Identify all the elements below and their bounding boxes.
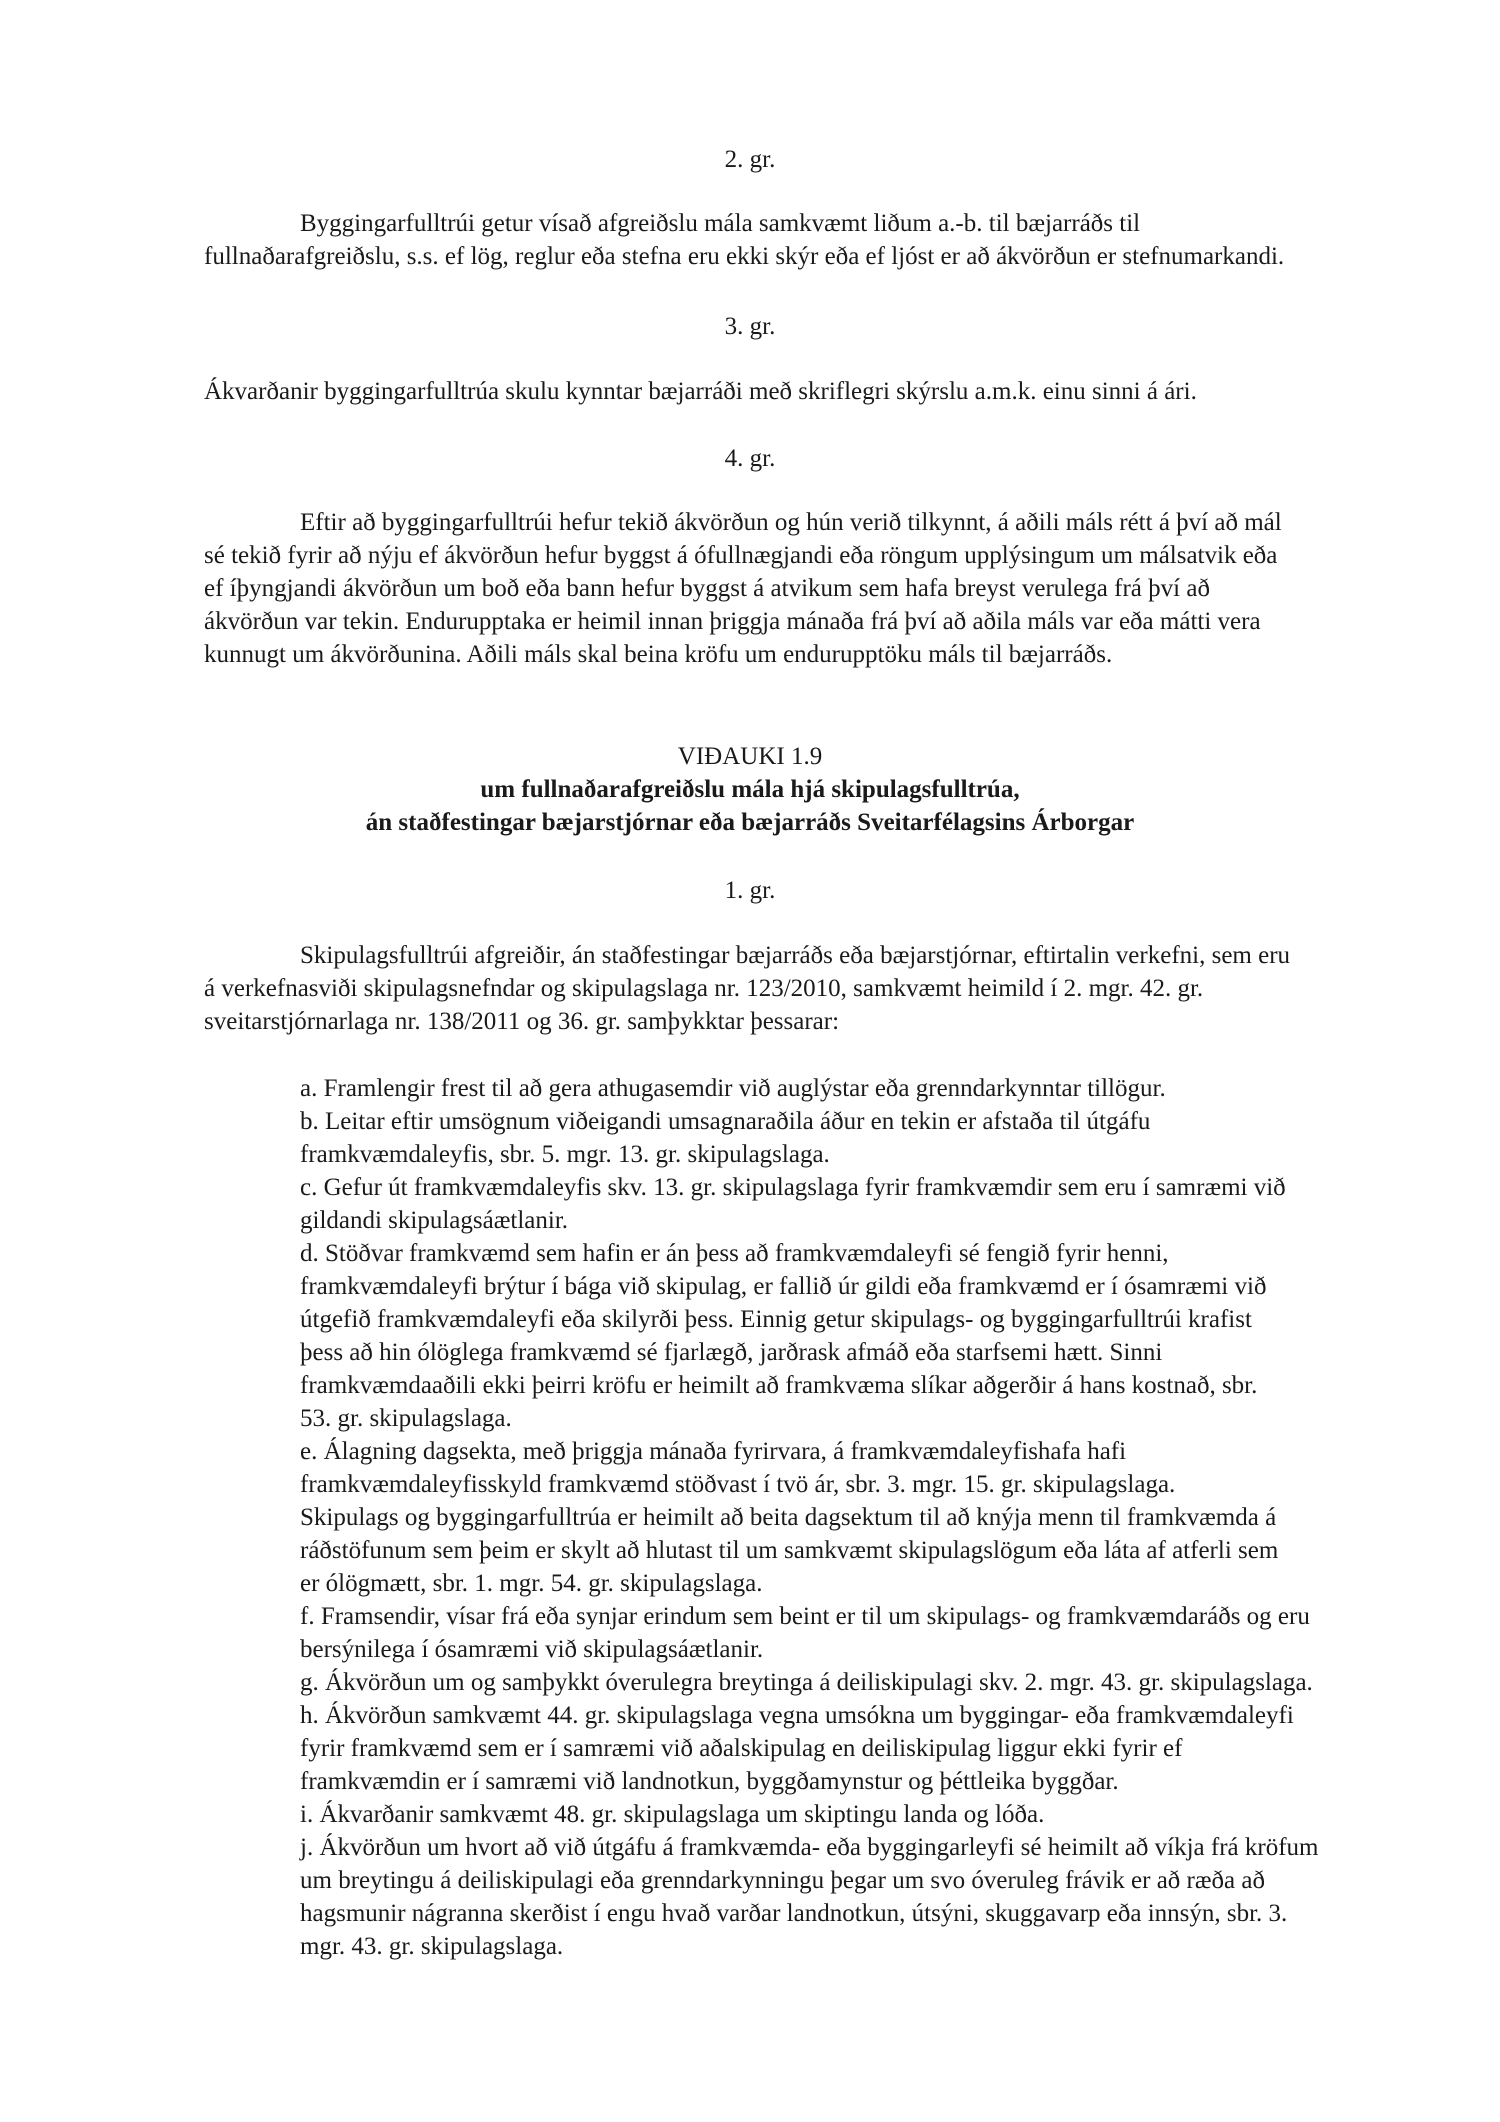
list-item-line: gildandi skipulagsáætlanir. [300, 1207, 569, 1234]
list-item-line: a. Framlengir frest til að gera athugasemdir við auglýstar eða grenndarkynntar tillögur. [300, 1075, 1166, 1102]
paragraph-line: fullnaðarafgreiðslu, s.s. ef lög, reglur eða stefna eru ekki skýr eða ef ljóst er að ákvörðun er stefnumarkandi. [204, 243, 1285, 270]
appendix-title: VIÐAUKI 1.9 [677, 743, 823, 770]
paragraph-line: ákvörðun var tekin. Endurupptaka er heimil innan þriggja mánaða frá því að aðila máls var eða mátti vera [204, 608, 1261, 635]
list-item-line: framkvæmdin er í samræmi við landnotkun, byggðamynstur og þéttleika byggðar. [300, 1768, 1119, 1795]
list-item-line: framkvæmdaleyfi brýtur í bága við skipulag, er fallið úr gildi eða framkvæmd er í ósamræmi við [300, 1273, 1267, 1300]
paragraph-line: Eftir að byggingarfulltrúi hefur tekið ákvörðun og hún verið tilkynnt, á aðili máls rétt á því að mál [300, 509, 1282, 536]
list-item-line: e. Álagning dagsekta, með þriggja mánaða fyrirvara, á framkvæmdaleyfishafa hafi [300, 1438, 1127, 1465]
paragraph-line: kunnugt um ákvörðunina. Aðili máls skal beina kröfu um endurupptöku máls til bæjarráðs. [204, 641, 1113, 668]
list-item-line: mgr. 43. gr. skipulagslaga. [300, 1933, 564, 1960]
paragraph-line: á verkefnasviði skipulagsnefndar og skipulagslaga nr. 123/2010, samkvæmt heimild í 2. mgr. 42. gr. [204, 975, 1204, 1002]
section-heading-2: 2. gr. [724, 146, 776, 173]
list-item-line: ráðstöfunum sem þeim er skylt að hlutast til um samkvæmt skipulagslögum eða láta af atferli sem [300, 1537, 1279, 1564]
list-item-line: g. Ákvörðun um og samþykkt óverulegra breytinga á deiliskipulagi skv. 2. mgr. 43. gr. skipulagslaga. [300, 1669, 1313, 1696]
list-item-line: framkvæmdaaðili ekki þeirri kröfu er heimilt að framkvæma slíkar aðgerðir á hans kostnað, sbr. [300, 1372, 1258, 1399]
section-heading-3: 3. gr. [724, 313, 776, 340]
list-item-line: d. Stöðvar framkvæmd sem hafin er án þess að framkvæmdaleyfi sé fengið fyrir henni, [300, 1240, 1169, 1267]
paragraph-line: sveitarstjórnarlaga nr. 138/2011 og 36. gr. samþykktar þessarar: [204, 1008, 840, 1035]
list-item-line: framkvæmdaleyfisskyld framkvæmd stöðvast í tvö ár, sbr. 3. mgr. 15. gr. skipulagslaga. [300, 1471, 1176, 1498]
list-item-line: j. Ákvörðun um hvort að við útgáfu á framkvæmda- eða byggingarleyfi sé heimilt að víkja frá kröfum [300, 1834, 1319, 1861]
paragraph-line: Ákvarðanir byggingarfulltrúa skulu kynntar bæjarráði með skriflegri skýrslu a.m.k. einu sinni á ári. [204, 378, 1197, 405]
list-item-line: hagsmunir nágranna skerðist í engu hvað varðar landnotkun, útsýni, skuggavarp eða innsýn, sbr. 3. [300, 1900, 1288, 1927]
list-item-line: um breytingu á deiliskipulagi eða grenndarkynningu þegar um svo óveruleg frávik er að ræða að [300, 1867, 1265, 1894]
section-heading-4: 4. gr. [724, 445, 776, 472]
list-item-line: framkvæmdaleyfis, sbr. 5. mgr. 13. gr. skipulagslaga. [300, 1141, 830, 1168]
list-item-line: er ólögmætt, sbr. 1. mgr. 54. gr. skipulagslaga. [300, 1570, 763, 1597]
list-item-line: f. Framsendir, vísar frá eða synjar erindum sem beint er til um skipulags- og framkvæmdaráðs og eru [300, 1603, 1310, 1630]
appendix-subtitle: um fullnaðarafgreiðslu mála hjá skipulagsfulltrúa, [480, 776, 1020, 803]
section-heading-1: 1. gr. [724, 877, 776, 904]
list-item-line: bersýnilega í ósamræmi við skipulagsáætlanir. [300, 1636, 764, 1663]
paragraph-line: sé tekið fyrir að nýju ef ákvörðun hefur byggst á ófullnægjandi eða röngum upplýsingum um málsatvik eða [204, 542, 1278, 569]
list-item-line: c. Gefur út framkvæmdaleyfis skv. 13. gr. skipulagslaga fyrir framkvæmdir sem eru í samræmi við [300, 1174, 1286, 1201]
list-item-line: i. Ákvarðanir samkvæmt 48. gr. skipulagslaga um skiptingu landa og lóða. [300, 1801, 1045, 1828]
paragraph-line: Byggingarfulltrúi getur vísað afgreiðslu mála samkvæmt liðum a.-b. til bæjarráðs til [300, 210, 1141, 237]
list-item-line: útgefið framkvæmdaleyfi eða skilyrði þess. Einnig getur skipulags- og byggingarfulltrúi krafist [300, 1306, 1252, 1333]
appendix-subtitle: án staðfestingar bæjarstjórnar eða bæjarráðs Sveitarfélagsins Árborgar [365, 809, 1135, 836]
list-item-line: b. Leitar eftir umsögnum viðeigandi umsagnaraðila áður en tekin er afstaða til útgáfu [300, 1108, 1151, 1135]
list-item-line: h. Ákvörðun samkvæmt 44. gr. skipulagslaga vegna umsókna um byggingar- eða framkvæmdaleyfi [300, 1702, 1294, 1729]
paragraph-line: Skipulagsfulltrúi afgreiðir, án staðfestingar bæjarráðs eða bæjarstjórnar, eftirtalin verkefni, sem eru [300, 942, 1291, 969]
list-item-line: 53. gr. skipulagslaga. [300, 1405, 512, 1432]
list-item-line: fyrir framkvæmd sem er í samræmi við aðalskipulag en deiliskipulag liggur ekki fyrir ef [300, 1735, 1183, 1762]
list-item-line: Skipulags og byggingarfulltrúa er heimilt að beita dagsektum til að knýja menn til framkvæmda á [300, 1504, 1277, 1531]
list-item-line: þess að hin ólöglega framkvæmd sé fjarlægð, jarðrask afmáð eða starfsemi hætt. Sinni [300, 1339, 1163, 1366]
paragraph-line: ef íþyngjandi ákvörðun um boð eða bann hefur byggst á atvikum sem hafa breyst verulega frá því að [204, 575, 1210, 602]
